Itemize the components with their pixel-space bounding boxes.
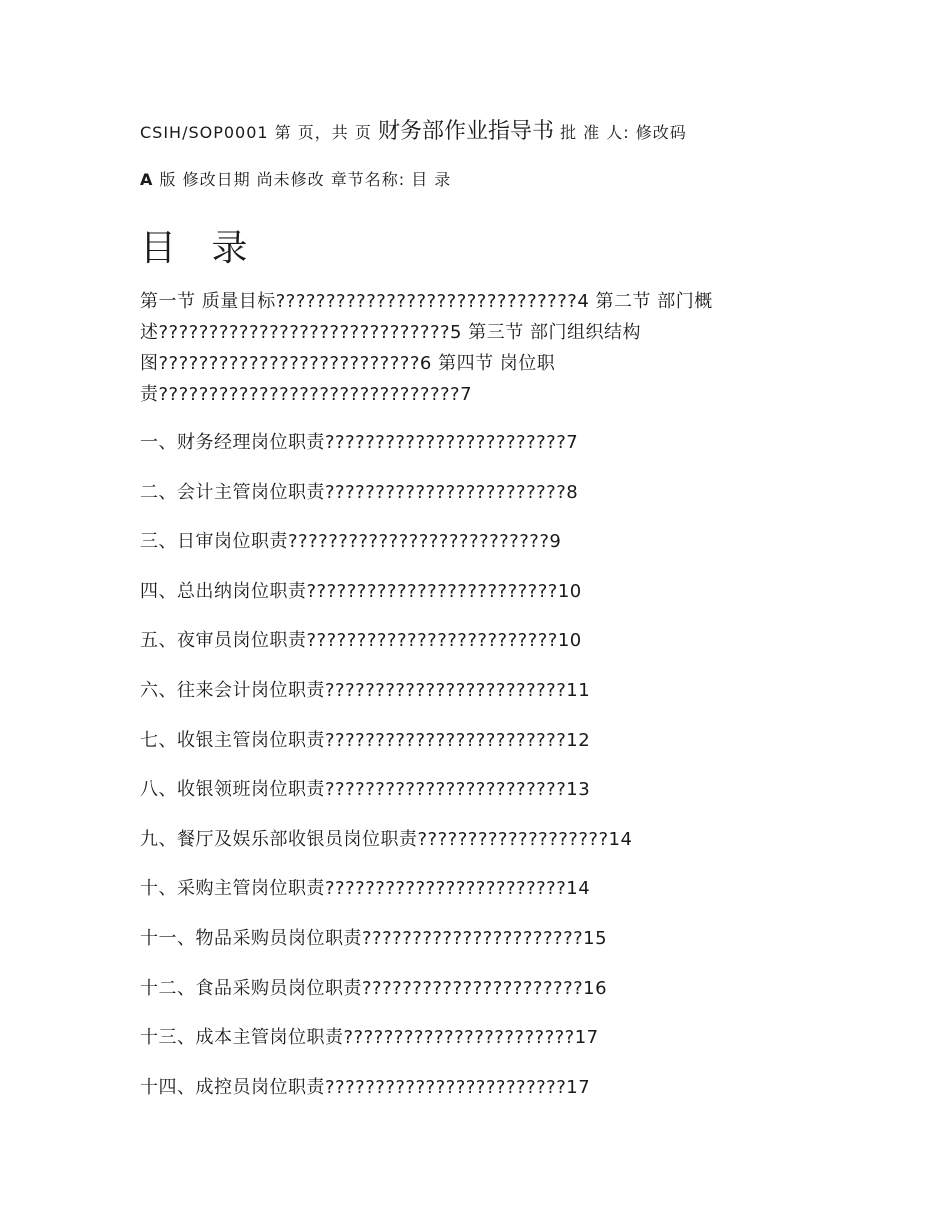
toc-item: 七、收银主管岗位职责????????????????????????12 bbox=[140, 729, 591, 751]
toc-item: 十三、成本主管岗位职责???????????????????????17 bbox=[140, 1027, 599, 1049]
header-line-2 bbox=[140, 167, 451, 190]
toc-item: 十一、物品采购员岗位职责??????????????????????15 bbox=[140, 927, 608, 949]
toc-heading: 目 录 bbox=[140, 228, 260, 269]
toc-intro-entry: 第四节 岗位职责??????????????????????????????7 bbox=[140, 353, 556, 405]
toc-item: 八、收银领班岗位职责????????????????????????13 bbox=[140, 779, 591, 801]
toc-item: 六、往来会计岗位职责????????????????????????11 bbox=[140, 679, 591, 701]
approver-revision: 批 准 人: 修改码 bbox=[560, 123, 687, 142]
toc-item: 十四、成控员岗位职责????????????????????????17 bbox=[140, 1076, 591, 1098]
document-title: 财务部作业指导书 bbox=[377, 119, 554, 144]
toc-intro-entry: 第一节 质量目标??????????????????????????????4 bbox=[140, 291, 596, 312]
doc-code-pages: CSIH/SOP0001 第 页，共 页 bbox=[140, 123, 372, 142]
version-date-chapter: 版 修改日期 尚未修改 章节名称: 目 录 bbox=[159, 170, 452, 189]
toc-item: 一、财务经理岗位职责????????????????????????7 bbox=[140, 432, 579, 453]
toc-item: 五、夜审员岗位职责?????????????????????????10 bbox=[140, 630, 582, 652]
version-letter: A bbox=[140, 170, 154, 189]
toc-item: 三、日审岗位职责??????????????????????????9 bbox=[140, 531, 562, 553]
toc-item: 二、会计主管岗位职责????????????????????????8 bbox=[140, 481, 579, 503]
toc-list bbox=[140, 428, 780, 1122]
toc-intro-paragraph bbox=[140, 286, 780, 410]
toc-item: 四、总出纳岗位职责?????????????????????????10 bbox=[140, 580, 582, 602]
toc-item: 九、餐厅及娱乐部收银员岗位职责???????????????????14 bbox=[140, 828, 633, 850]
toc-item: 十二、食品采购员岗位职责??????????????????????16 bbox=[140, 977, 608, 999]
header-line-1 bbox=[140, 114, 687, 145]
toc-item: 十、采购主管岗位职责????????????????????????14 bbox=[140, 878, 591, 900]
toc-intro-entry: 第三节 部门组织结构图??????????????????????????6 bbox=[140, 322, 641, 374]
toc-intro-entry: 第二节 部门概述?????????????????????????????5 bbox=[140, 291, 713, 343]
